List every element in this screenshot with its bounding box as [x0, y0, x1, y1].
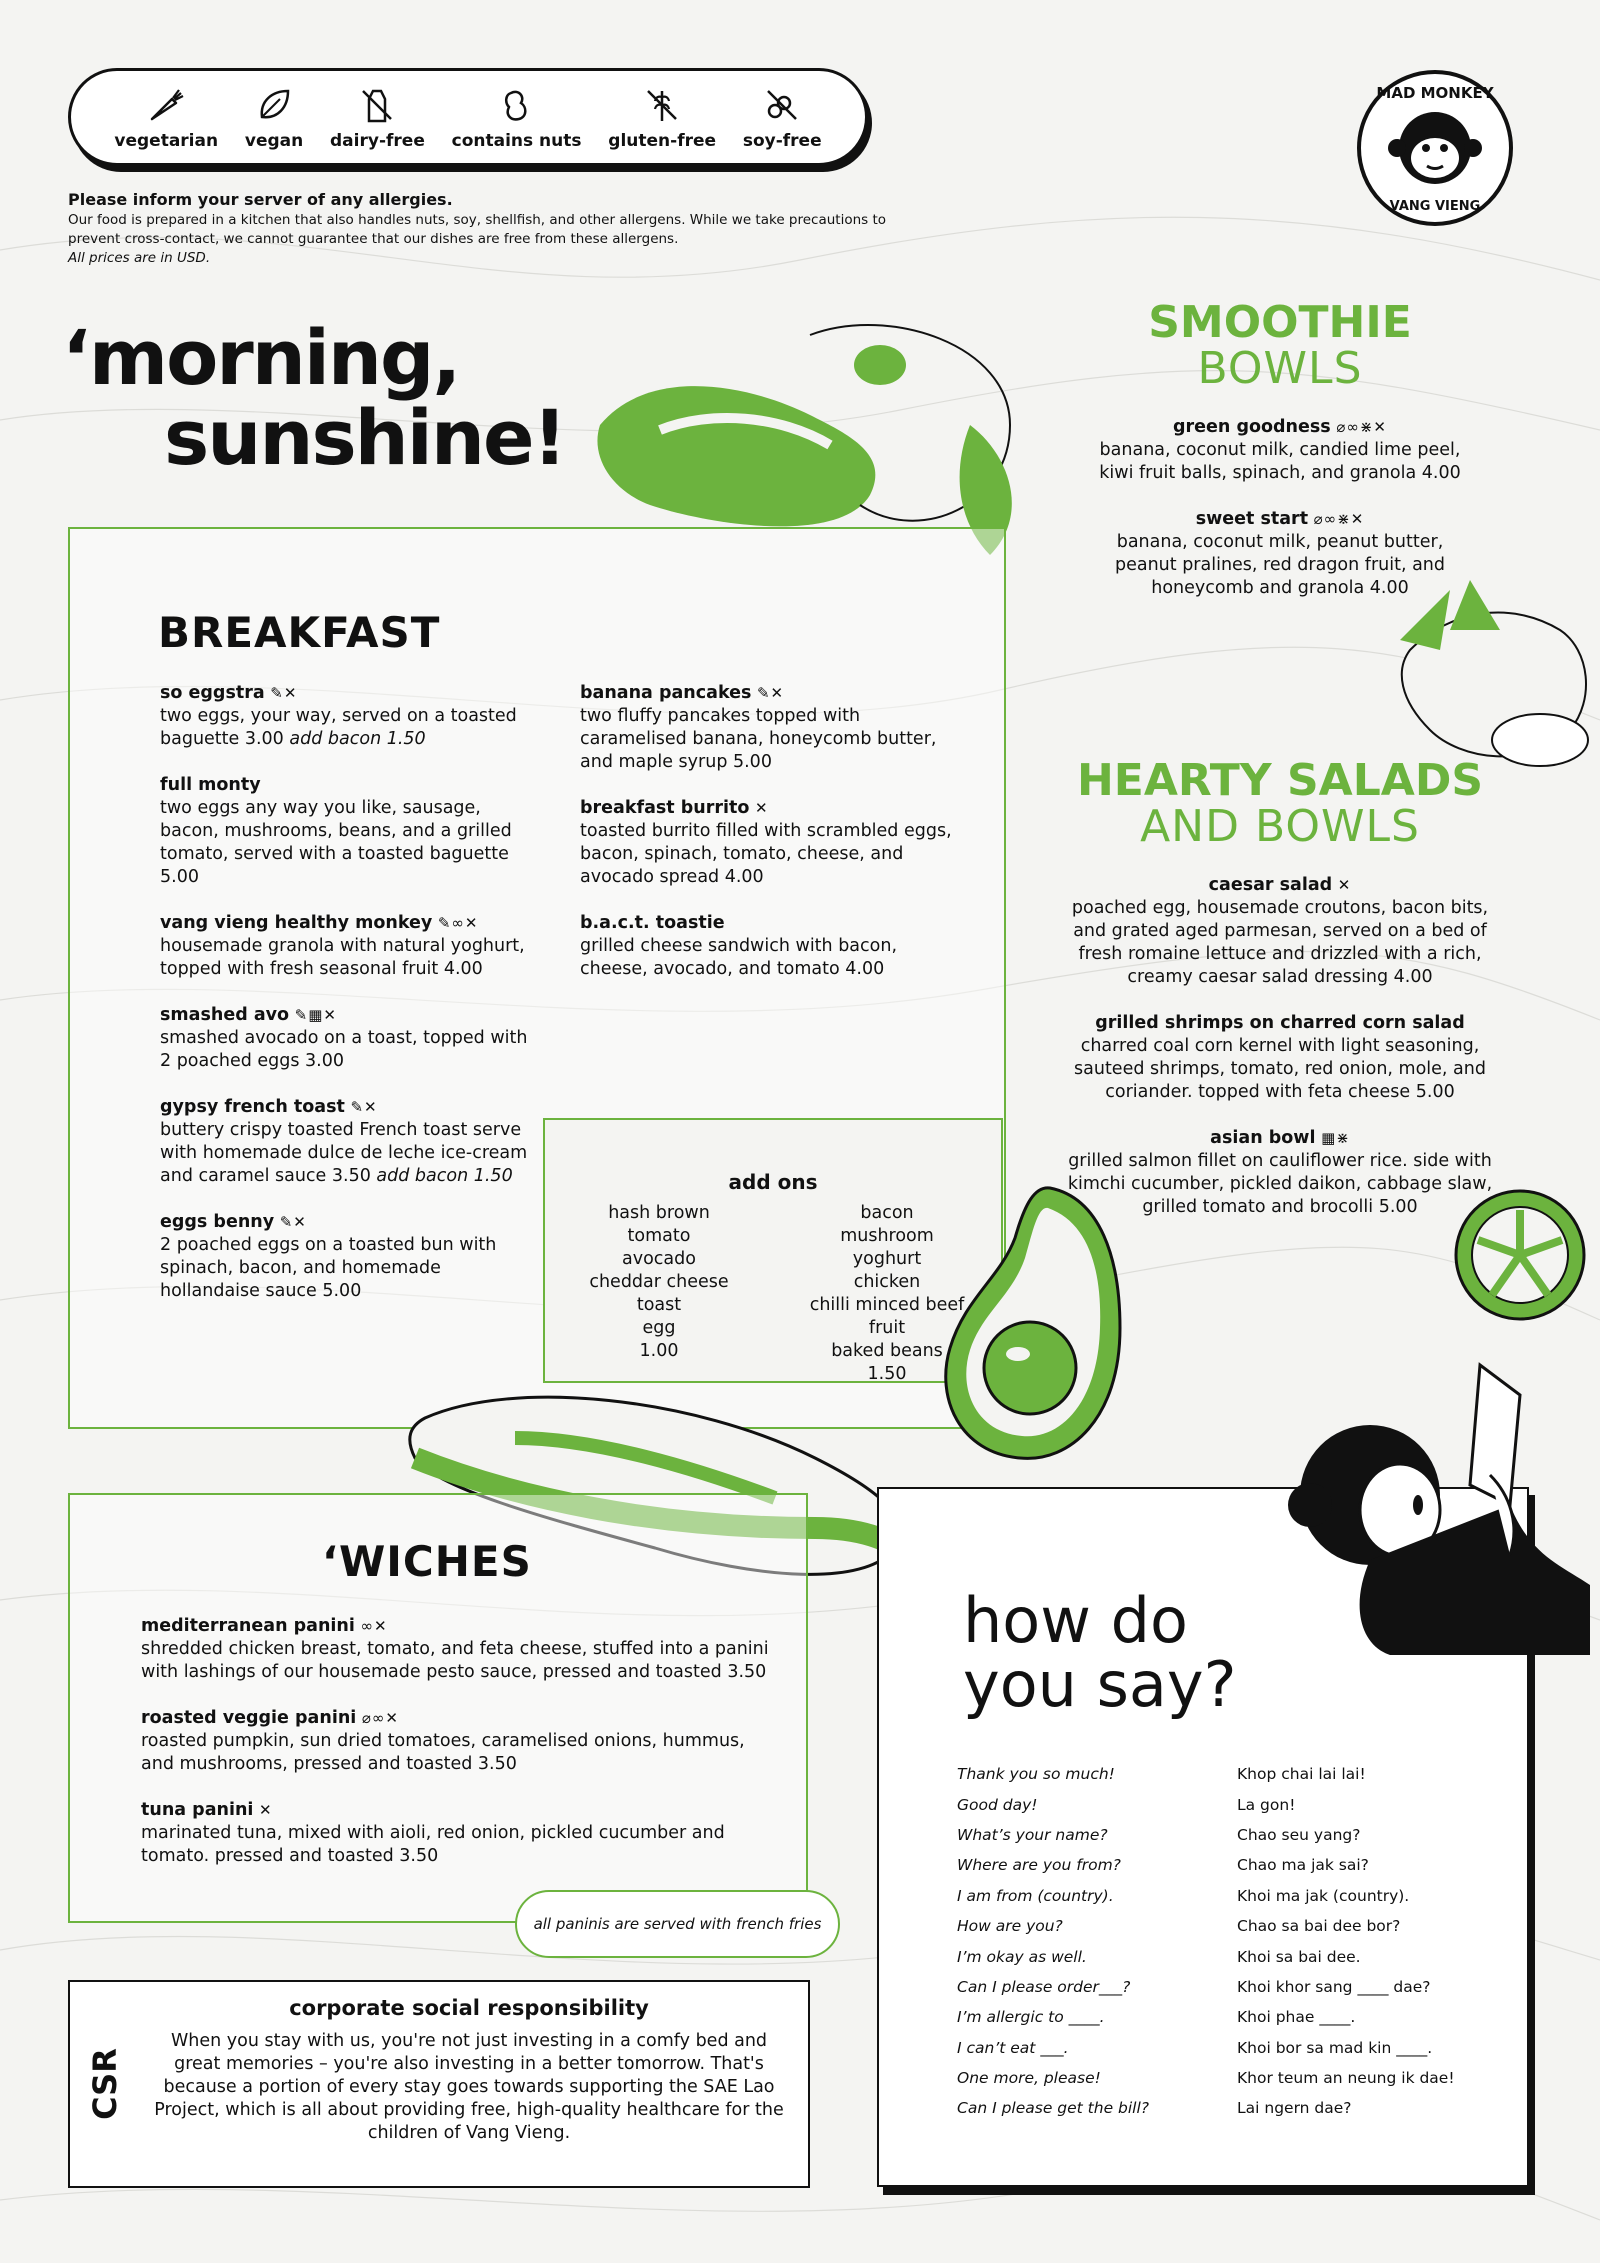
title-line-2: sunshine! [164, 393, 566, 482]
phrase-row [957, 1820, 1455, 1850]
diet-icons: ▦⋇ [1321, 1129, 1350, 1147]
addon: bacon [860, 1203, 914, 1223]
menu-item [160, 682, 530, 751]
menu-item [141, 1615, 781, 1684]
svg-text:VANG VIENG: VANG VIENG [1389, 199, 1481, 214]
english-phrase: Good day! [957, 1795, 1038, 1814]
item-desc: grilled cheese sandwich with bacon, cheese, avocado, and tomato 4.00 [580, 936, 898, 979]
item-name: tuna panini [141, 1800, 254, 1820]
menu-item [160, 774, 530, 889]
english-phrase: I am from (country). [957, 1886, 1114, 1905]
menu-item [580, 797, 960, 889]
menu-item [141, 1707, 781, 1776]
addon: hash brown [608, 1203, 710, 1223]
item-name: full monty [160, 775, 261, 795]
item-name: b.a.c.t. toastie [580, 913, 725, 933]
menu-item [160, 912, 530, 981]
csr-body: When you stay with us, you're not just investing in a comfy bed and great memories – you're also investing in a better tomorrow. That's because a portion of every stay goes towards supporting the SAE Lao Project, which is all about providing free, high-quality healthcare for the children of Vang Vieng. [154, 2031, 784, 2143]
lao-phrase: Khoi khor sang ____ dae? [1237, 1977, 1431, 1996]
addon: egg [642, 1318, 676, 1338]
breakfast-title: BREAKFAST [158, 608, 441, 657]
price-note: All prices are in USD. [68, 250, 211, 266]
item-name: eggs benny [160, 1212, 275, 1232]
lao-phrase: Khoi phae ____. [1237, 2008, 1356, 2027]
milk-carton-crossed-icon [357, 85, 397, 125]
smoothie-title-1: SMOOTHIE [1148, 297, 1412, 348]
addon: cheddar cheese [589, 1272, 729, 1292]
phrase-row [957, 1881, 1455, 1911]
item-name: sweet start [1195, 509, 1309, 529]
legend-soy-free: soy-free [743, 85, 822, 151]
diet-icons: ⌀∞✕ [361, 1709, 399, 1727]
salads-title-2: AND BOWLS [1140, 801, 1420, 852]
breakfast-left-column [160, 682, 530, 1303]
diet-icons: ✎∞✕ [437, 914, 479, 932]
lao-phrase: Khoi ma jak (country). [1237, 1886, 1410, 1905]
allergy-notice [68, 190, 888, 268]
phrasebook-title-1: how do [963, 1584, 1188, 1657]
wheat-crossed-icon [642, 85, 682, 125]
phrase-row [957, 2093, 1455, 2123]
smoothie-title-2: BOWLS [1197, 343, 1363, 394]
soybean-crossed-icon [762, 85, 802, 125]
menu-item [1060, 1012, 1500, 1104]
addon: chicken [853, 1272, 921, 1292]
mad-monkey-logo [1355, 68, 1515, 228]
item-desc: toasted burrito filled with scrambled eggs, bacon, spinach, tomato, cheese, and avocado spread 4.00 [580, 821, 952, 887]
phrase-row [957, 1789, 1455, 1819]
item-name: vang vieng healthy monkey [160, 913, 433, 933]
item-desc: two eggs any way you like, sausage, bacon, mushrooms, beans, and a grilled tomato, served with a toasted baguette 5.00 [160, 798, 512, 887]
english-phrase: I’m okay as well. [957, 1947, 1087, 1966]
add-ons-title: add ons [728, 1170, 818, 1194]
diet-icons: ✎✕ [279, 1213, 307, 1231]
item-name: breakfast burrito [580, 798, 750, 818]
breakfast-right-column [580, 682, 960, 981]
menu-item [160, 1096, 530, 1188]
diet-icons: ⌀∞⋇✕ [1336, 418, 1387, 436]
dietary-legend [68, 68, 868, 166]
item-desc: housemade granola with natural yoghurt, topped with fresh seasonal fruit 4.00 [160, 936, 525, 979]
english-phrase: Can I please order___? [957, 1977, 1131, 1996]
english-phrase: Can I please get the bill? [957, 2099, 1150, 2118]
item-desc: poached egg, housemade croutons, bacon bits, and grated aged parmesan, served on a bed of fresh romaine lettuce and drizzled with a rich, creamy caesar salad dressing 4.00 [1071, 898, 1489, 987]
item-extra: add bacon 1.50 [376, 1166, 513, 1186]
english-phrase: What’s your name? [957, 1825, 1108, 1844]
menu-item [160, 1004, 530, 1073]
item-extra: add bacon 1.50 [289, 729, 426, 749]
menu-item [1060, 1127, 1500, 1219]
item-desc: banana, coconut milk, candied lime peel, kiwi fruit balls, spinach, and granola 4.00 [1099, 440, 1461, 483]
peanut-icon [497, 85, 537, 125]
phrase-row [957, 1759, 1455, 1789]
addon: baked beans [831, 1341, 943, 1361]
item-name: mediterranean panini [141, 1616, 355, 1636]
item-desc: two eggs, your way, served on a toasted baguette 3.00 [160, 706, 517, 749]
allergy-heading: Please inform your server of any allergies. [68, 190, 453, 209]
item-desc: two fluffy pancakes topped with caramelised banana, honeycomb butter, and maple syrup 5.00 [580, 706, 937, 772]
fried-egg-illustration [590, 305, 1090, 565]
lao-phrase: Khor teum an neung ik dae! [1237, 2069, 1455, 2088]
phrase-row [957, 1850, 1455, 1880]
lime-illustration [1440, 1185, 1600, 1325]
addon: tomato [627, 1226, 691, 1246]
wiches-title: ‘WICHES [322, 1537, 532, 1586]
item-name: so eggstra [160, 683, 265, 703]
addon: chilli minced beef [809, 1295, 965, 1315]
item-desc: charred coal corn kernel with light seasoning, sauteed shrimps, tomato, red onion, mole, and coriander. topped with feta cheese 5.00 [1074, 1036, 1486, 1102]
addon: yoghurt [852, 1249, 922, 1269]
menu-item [1060, 874, 1500, 989]
phrasebook-title [963, 1584, 1237, 1721]
addon-price: 1.00 [639, 1341, 679, 1361]
svg-text:MAD MONKEY: MAD MONKEY [1376, 84, 1494, 102]
diet-icons: ✕ [1337, 876, 1352, 894]
item-name: gypsy french toast [160, 1097, 345, 1117]
phrase-row [957, 1972, 1455, 2002]
item-desc: banana, coconut milk, peanut butter, peanut pralines, red dragon fruit, and honeycomb and granola 4.00 [1114, 532, 1446, 598]
monkey-reading-illustration [1270, 1355, 1590, 1655]
diet-icons: ✕ [754, 799, 769, 817]
item-desc: smashed avocado on a toast, topped with 2 poached eggs 3.00 [160, 1028, 528, 1071]
panini-fries-note: all paninis are served with french fries [515, 1890, 840, 1958]
item-name: smashed avo [160, 1005, 290, 1025]
legend-dairy-free: dairy-free [330, 85, 425, 151]
lao-phrase: Khop chai lai lai! [1237, 1765, 1366, 1784]
csr-title: corporate social responsibility [289, 1996, 649, 2020]
item-name: grilled shrimps on charred corn salad [1095, 1013, 1465, 1033]
lao-phrase: Chao ma jak sai? [1237, 1856, 1369, 1875]
diet-icons: ✎✕ [350, 1098, 378, 1116]
addon-price: 1.50 [867, 1364, 907, 1384]
english-phrase: Thank you so much! [957, 1765, 1115, 1784]
item-name: banana pancakes [580, 683, 752, 703]
item-name: roasted veggie panini [141, 1708, 357, 1728]
salads-title-1: HEARTY SALADS [1076, 755, 1484, 806]
phrase-table [957, 1759, 1455, 2124]
phrase-row [957, 2002, 1455, 2032]
carrot-icon [146, 85, 186, 125]
addon: fruit [868, 1318, 906, 1338]
english-phrase: I can’t eat ___. [957, 2038, 1069, 2057]
diet-icons: ✎✕ [756, 684, 785, 702]
item-desc: grilled salmon fillet on cauliflower rice. side with kimchi cucumber, pickled daikon, cabbage slaw, grilled tomato and brocolli 5.00 [1067, 1151, 1493, 1217]
csr-box [68, 1980, 810, 2188]
phrase-row [957, 1911, 1455, 1941]
item-desc: roasted pumpkin, sun dried tomatoes, caramelised onions, hummus, and mushrooms, pressed and toasted 3.50 [141, 1731, 745, 1774]
dragon-fruit-illustration [1390, 570, 1600, 780]
diet-icons: ✕ [259, 1801, 273, 1819]
leaf-icon [254, 85, 294, 125]
title-line-1: ‘morning, [62, 313, 460, 402]
addon: mushroom [840, 1226, 934, 1246]
diet-icons: ⌀∞⋇✕ [1313, 510, 1365, 528]
morning-sunshine-title [62, 313, 566, 482]
item-name: caesar salad [1208, 875, 1333, 895]
english-phrase: One more, please! [957, 2069, 1101, 2088]
smoothie-bowls-section [1090, 297, 1470, 600]
legend-contains-nuts: contains nuts [452, 85, 582, 151]
avocado-illustration [930, 1178, 1140, 1468]
phrase-row [957, 2033, 1455, 2063]
lao-phrase: Lai ngern dae? [1237, 2099, 1352, 2118]
diet-icons: ✎▦✕ [294, 1006, 337, 1024]
menu-item [141, 1799, 781, 1868]
addon: toast [636, 1295, 682, 1315]
addon: avocado [622, 1249, 696, 1269]
item-desc: 2 poached eggs on a toasted bun with spinach, bacon, and homemade hollandaise sauce 5.00 [160, 1235, 497, 1301]
add-ons-col-1 [550, 1202, 769, 1386]
menu-item [1090, 416, 1470, 485]
menu-item [580, 682, 960, 774]
phrasebook-title-2: you say? [963, 1648, 1237, 1721]
lao-phrase: Chao sa bai dee bor? [1237, 1917, 1401, 1936]
lao-phrase: Khoi bor sa mad kin ____. [1237, 2038, 1433, 2057]
item-name: green goodness [1173, 417, 1331, 437]
item-desc: shredded chicken breast, tomato, and feta cheese, stuffed into a panini with lashings of our housemade pesto sauce, pressed and toasted 3.50 [141, 1639, 769, 1682]
allergy-body: Our food is prepared in a kitchen that also handles nuts, soy, shellfish, and other allergens. While we take precautions to prevent cross-contact, we cannot guarantee that our dishes are free from these allergens. [68, 212, 887, 247]
english-phrase: How are you? [957, 1917, 1063, 1936]
phrase-row [957, 2063, 1455, 2093]
legend-vegetarian: vegetarian [114, 85, 218, 151]
csr-tag: CSR [86, 2048, 124, 2120]
diet-icons: ✎✕ [270, 684, 298, 702]
lao-phrase: Khoi sa bai dee. [1237, 1947, 1361, 1966]
menu-item [580, 912, 960, 981]
item-name: asian bowl [1210, 1128, 1316, 1148]
english-phrase: Where are you from? [957, 1856, 1121, 1875]
english-phrase: I’m allergic to ____. [957, 2008, 1105, 2027]
lao-phrase: La gon! [1237, 1795, 1296, 1814]
menu-item [160, 1211, 530, 1303]
item-desc: buttery crispy toasted French toast serve with homemade dulce de leche ice-cream and caramel sauce 3.50 [160, 1120, 528, 1186]
wiches-list [141, 1615, 781, 1868]
diet-icons: ∞✕ [360, 1617, 388, 1635]
legend-gluten-free: gluten-free [608, 85, 716, 151]
legend-vegan: vegan [245, 85, 303, 151]
lao-phrase: Chao seu yang? [1237, 1825, 1361, 1844]
item-desc: marinated tuna, mixed with aioli, red onion, pickled cucumber and tomato. pressed and toasted 3.50 [141, 1823, 725, 1866]
phrase-row [957, 1941, 1455, 1971]
hearty-salads-section [1060, 755, 1500, 1219]
